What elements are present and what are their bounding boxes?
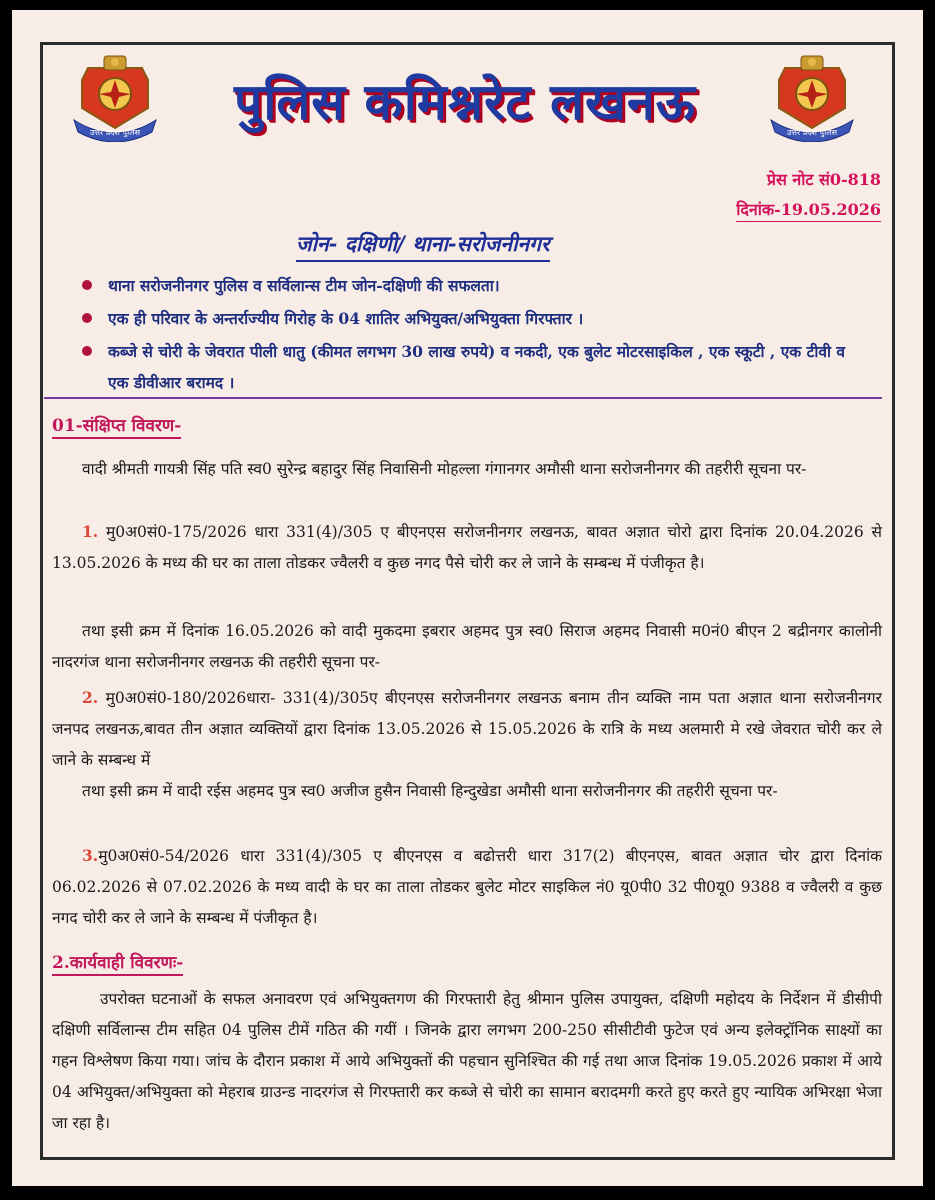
- paragraph-text: मु0अ0सं0-180/2026धारा- 331(4)/305ए बीएनएस सरोजनीनगर लखनऊ बनाम तीन व्यक्ति नाम पता अज्ञात थाना सरोजनीनगर जनपद लखनऊ,बावत तीन अज्ञात व्यक्तियों द्वारा दिनांक 13.05.2026 से 15.05.2026 के रात्रि के मध्य अलमारी मे रखे जेवरात चोरी कर ले जाने के सम्बन्ध में: [52, 689, 882, 769]
- section-heading-brief: 01-संक्षिप्त विवरण-: [52, 413, 181, 439]
- paragraph-text: मु0अ0सं0-175/2026 धारा 331(4)/305 ए बीएनएस सरोजनीनगर लखनऊ, बावत अज्ञात चोरो द्वारा दिनांक 20.04.2026 से 13.05.2026 के मध्य की घर का ताला तोडकर ज्वैलरी व कुछ नगद पैसे चोरी कर ले जाने के सम्बन्ध में पंजीकृत है।: [52, 523, 882, 572]
- bullet-text: एक ही परिवार के अन्तर्राज्यीय गिरोह के 04 शातिर अभियुक्त/अभियुक्ता गिरफ्तार ।: [108, 309, 584, 328]
- paragraph-complainant-2: [52, 616, 882, 678]
- bullet-dot-icon: [82, 313, 92, 323]
- list-item: [70, 303, 870, 334]
- paragraph-complainant-1: [52, 454, 882, 485]
- page-title: पुलिस कमिश्नरेट लखनऊ: [234, 73, 696, 131]
- list-item: [70, 336, 870, 398]
- paragraph-text: मु0अ0सं0-54/2026 धारा 331(4)/305 ए बीएनएस व बढोत्तरी धारा 317(2) बीएनएस, बावत अज्ञात चोर द्वारा दिनांक 06.02.2026 से 07.02.2026 के मध्य वादी के घर का ताला तोडकर बुलेट मोटर साइकिल नं0 यू0पी0 32 पी0यू0 9388 व ज्वैलरी व कुछ नगद चोरी कर ले जाने के सम्बन्ध में पंजीकृत है।: [52, 847, 882, 927]
- list-item: [70, 270, 870, 301]
- case-number-label: 1.: [82, 522, 99, 541]
- bullet-dot-icon: [82, 280, 92, 290]
- zone-title: जोन- दक्षिणी/ थाना-सरोजनीनगर: [296, 230, 550, 262]
- press-note-date: दिनांक-19.05.2026: [736, 198, 881, 222]
- bullet-text: थाना सरोजनीनगर पुलिस व सर्विलान्स टीम जोन-दक्षिणी की सफलता।: [108, 276, 500, 295]
- paragraph-text: उपरोक्त घटनाओं के सफल अनावरण एवं अभियुक्तगण की गिरफ्तारी हेतु श्रीमान पुलिस उपायुक्त, दक्षिणी महोदय के निर्देशन में डीसीपी दक्षिणी सर्विलान्स टीम सहित 04 पुलिस टीमें गठित की गयीं । जिनके द्वारा लगभग 200-250 सीसीटीवी फुटेज एवं अन्य इलेक्ट्रॉनिक साक्ष्यों का गहन विश्लेषण किया गया। जांच के दौरान प्रकाश में आये अभियुक्तों की पहचान सुनिश्चित की गई तथा आज दिनांक 19.05.2026 प्रकाश में आये 04 अभियुक्त/अभियुक्ता को मेहराब ग्राउन्ड नादरगंज से गिरफ्तारी कर कब्जे से चोरी का सामान बरादमगी करते हुए करते हुए न्यायिक अभिरक्षा भेजा जा रहा है।: [52, 990, 882, 1132]
- paragraph-complainant-3: [52, 776, 882, 807]
- paragraph-action: [52, 984, 882, 1139]
- case-number-label: 2.: [82, 688, 99, 707]
- paragraph-text: तथा इसी क्रम में दिनांक 16.05.2026 को वादी मुकदमा इबरार अहमद पुत्र स्व0 सिराज अहमद निवासी म0नं0 बीएन 2 बद्रीनगर कालोनी नादरगंज थाना सरोजनीनगर लखनऊ की तहरीरी सूचना पर-: [52, 622, 882, 671]
- bullet-dot-icon: [82, 346, 92, 356]
- bullet-text: कब्जे से चोरी के जेवरात पीली धातु (कीमत लगभग 30 लाख रुपये) व नकदी, एक बुलेट मोटरसाइकिल , एक स्कूटी , एक टीवी व एक डीवीआर बरामद ।: [108, 342, 846, 392]
- press-note-number: प्रेस नोट सं0-818: [766, 170, 881, 189]
- section-heading-action: 2.कार्यवाही विवरणः-: [52, 950, 183, 976]
- paragraph-text: तथा इसी क्रम में वादी रईस अहमद पुत्र स्व0 अजीज हुसैन निवासी हिन्दुखेडा अमौसी थाना सरोजनीनगर की तहरीरी सूचना पर-: [82, 782, 778, 800]
- case-number-label: 3.: [82, 846, 99, 865]
- emblem-text: उत्तर प्रदेश पुलिस: [90, 128, 140, 137]
- highlights-list: [70, 270, 870, 400]
- emblem-text: उत्तर प्रदेश पुलिस: [787, 128, 837, 137]
- paragraph-case-1: [52, 516, 882, 579]
- paragraph-case-3: [52, 840, 882, 934]
- divider: [44, 397, 882, 399]
- up-police-emblem-icon: [765, 50, 859, 142]
- paragraph-case-2: [52, 682, 882, 776]
- paragraph-text: वादी श्रीमती गायत्री सिंह पति स्व0 सुरेन्द्र बहादुर सिंह निवासिनी मोहल्ला गंगानगर अमौसी थाना सरोजनीनगर की तहरीरी सूचना पर-: [82, 460, 807, 478]
- up-police-emblem-icon: [68, 50, 162, 142]
